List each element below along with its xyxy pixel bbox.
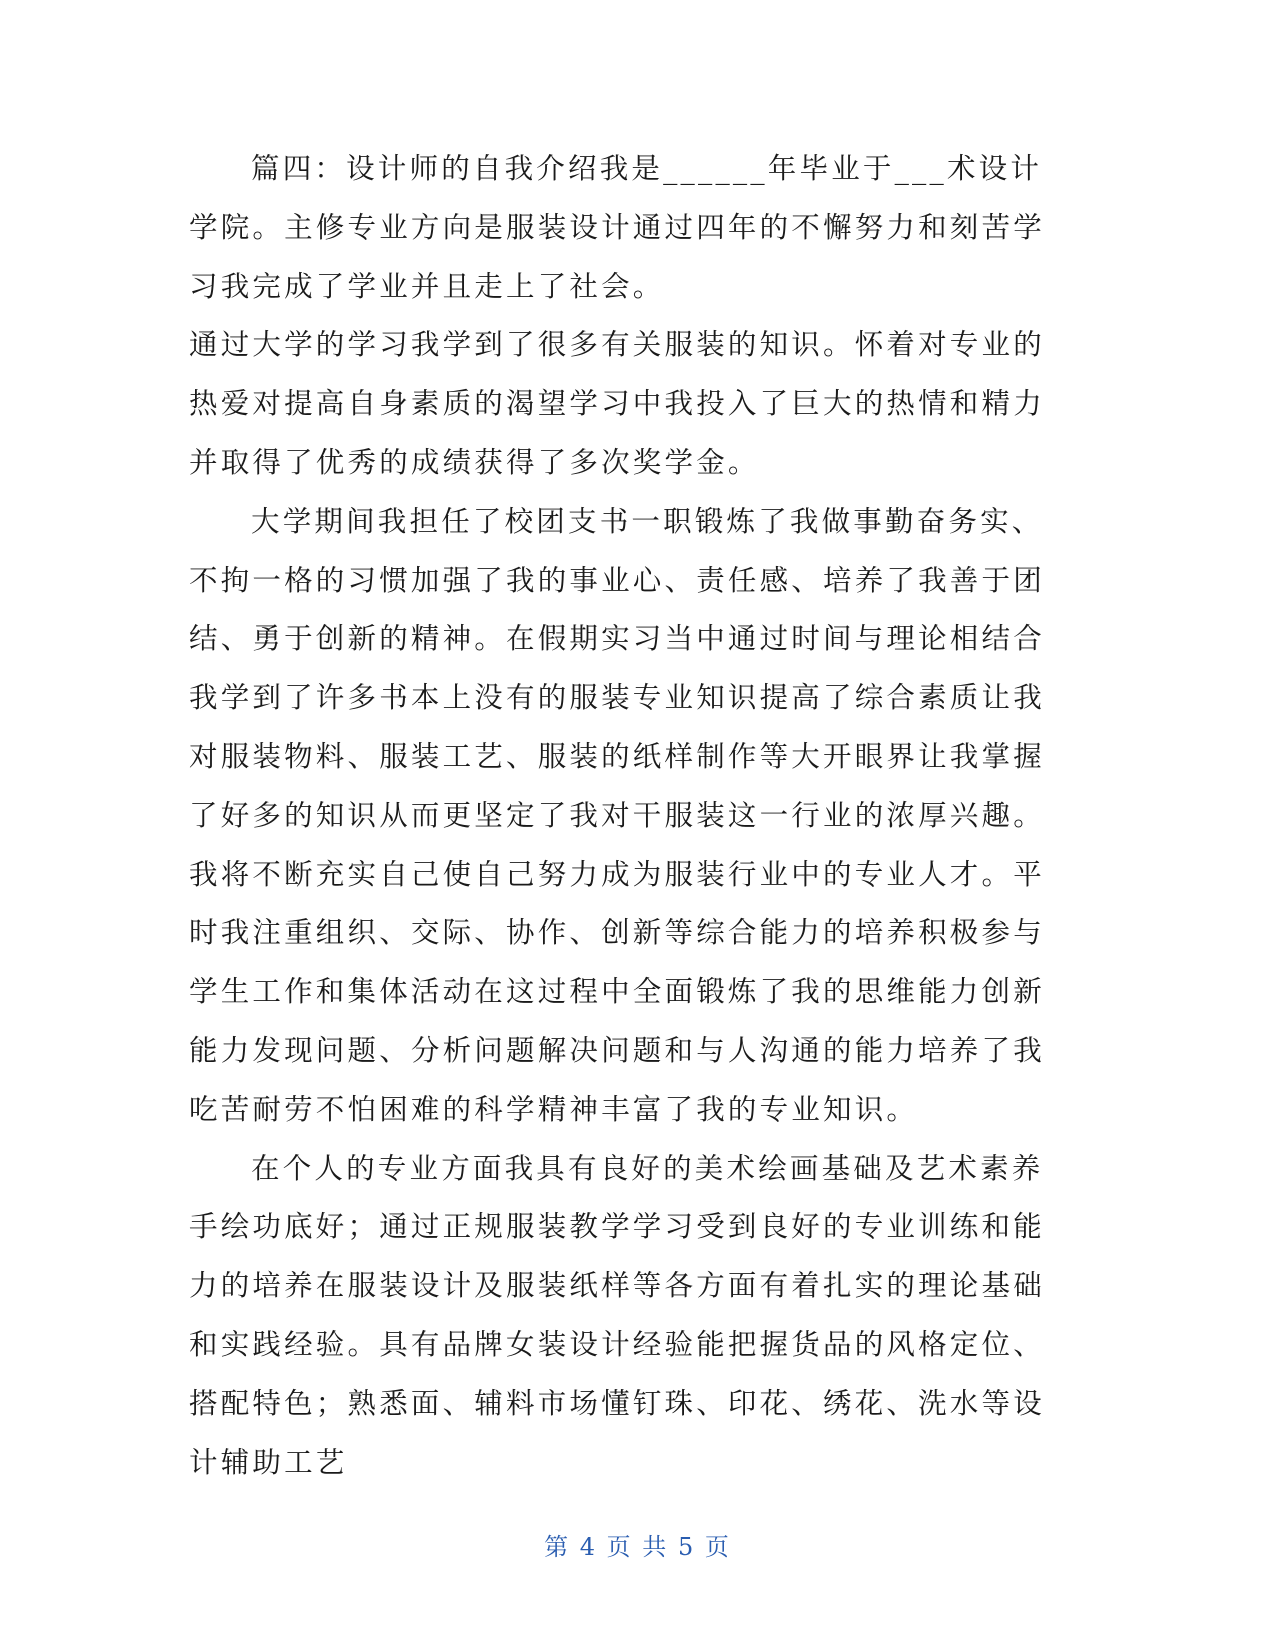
page-number-footer: 第 4 页 共 5 页	[544, 1533, 731, 1561]
document-body	[189, 140, 1059, 1492]
paragraph-intro: 篇四：设计师的自我介绍我是______年毕业于___术设计学院。主修专业方向是服装设计通过四年的不懈努力和刻苦学习我完成了学业并且走上了社会。	[189, 152, 1045, 303]
paragraph-study: 通过大学的学习我学到了很多有关服装的知识。怀着对专业的热爱对提高自身素质的渴望学习中我投入了巨大的热情和精力并取得了优秀的成绩获得了多次奖学金。	[189, 328, 1045, 479]
paragraph-professional: 在个人的专业方面我具有良好的美术绘画基础及艺术素养手绘功底好；通过正规服装教学学习受到良好的专业训练和能力的培养在服装设计及服装纸样等各方面有着扎实的理论基础和实践经验。具有品牌女装设计经验能把握货品的风格定位、搭配特色；熟悉面、辅料市场懂钉珠、印花、绣花、洗水等设计辅助工艺	[189, 1151, 1045, 1479]
paragraph-university: 大学期间我担任了校团支书一职锻炼了我做事勤奋务实、不拘一格的习惯加强了我的事业心、责任感、培养了我善于团结、勇于创新的精神。在假期实习当中通过时间与理论相结合我学到了许多书本上没有的服装专业知识提高了综合素质让我对服装物料、服装工艺、服装的纸样制作等大开眼界让我掌握了好多的知识从而更坚定了我对干服装这一行业的浓厚兴趣。我将不断充实自己使自己努力成为服装行业中的专业人才。平时我注重组织、交际、协作、创新等综合能力的培养积极参与学生工作和集体活动在这过程中全面锻炼了我的思维能力创新能力发现问题、分析问题解决问题和与人沟通的能力培养了我吃苦耐劳不怕困难的科学精神丰富了我的专业知识。	[189, 504, 1045, 1126]
